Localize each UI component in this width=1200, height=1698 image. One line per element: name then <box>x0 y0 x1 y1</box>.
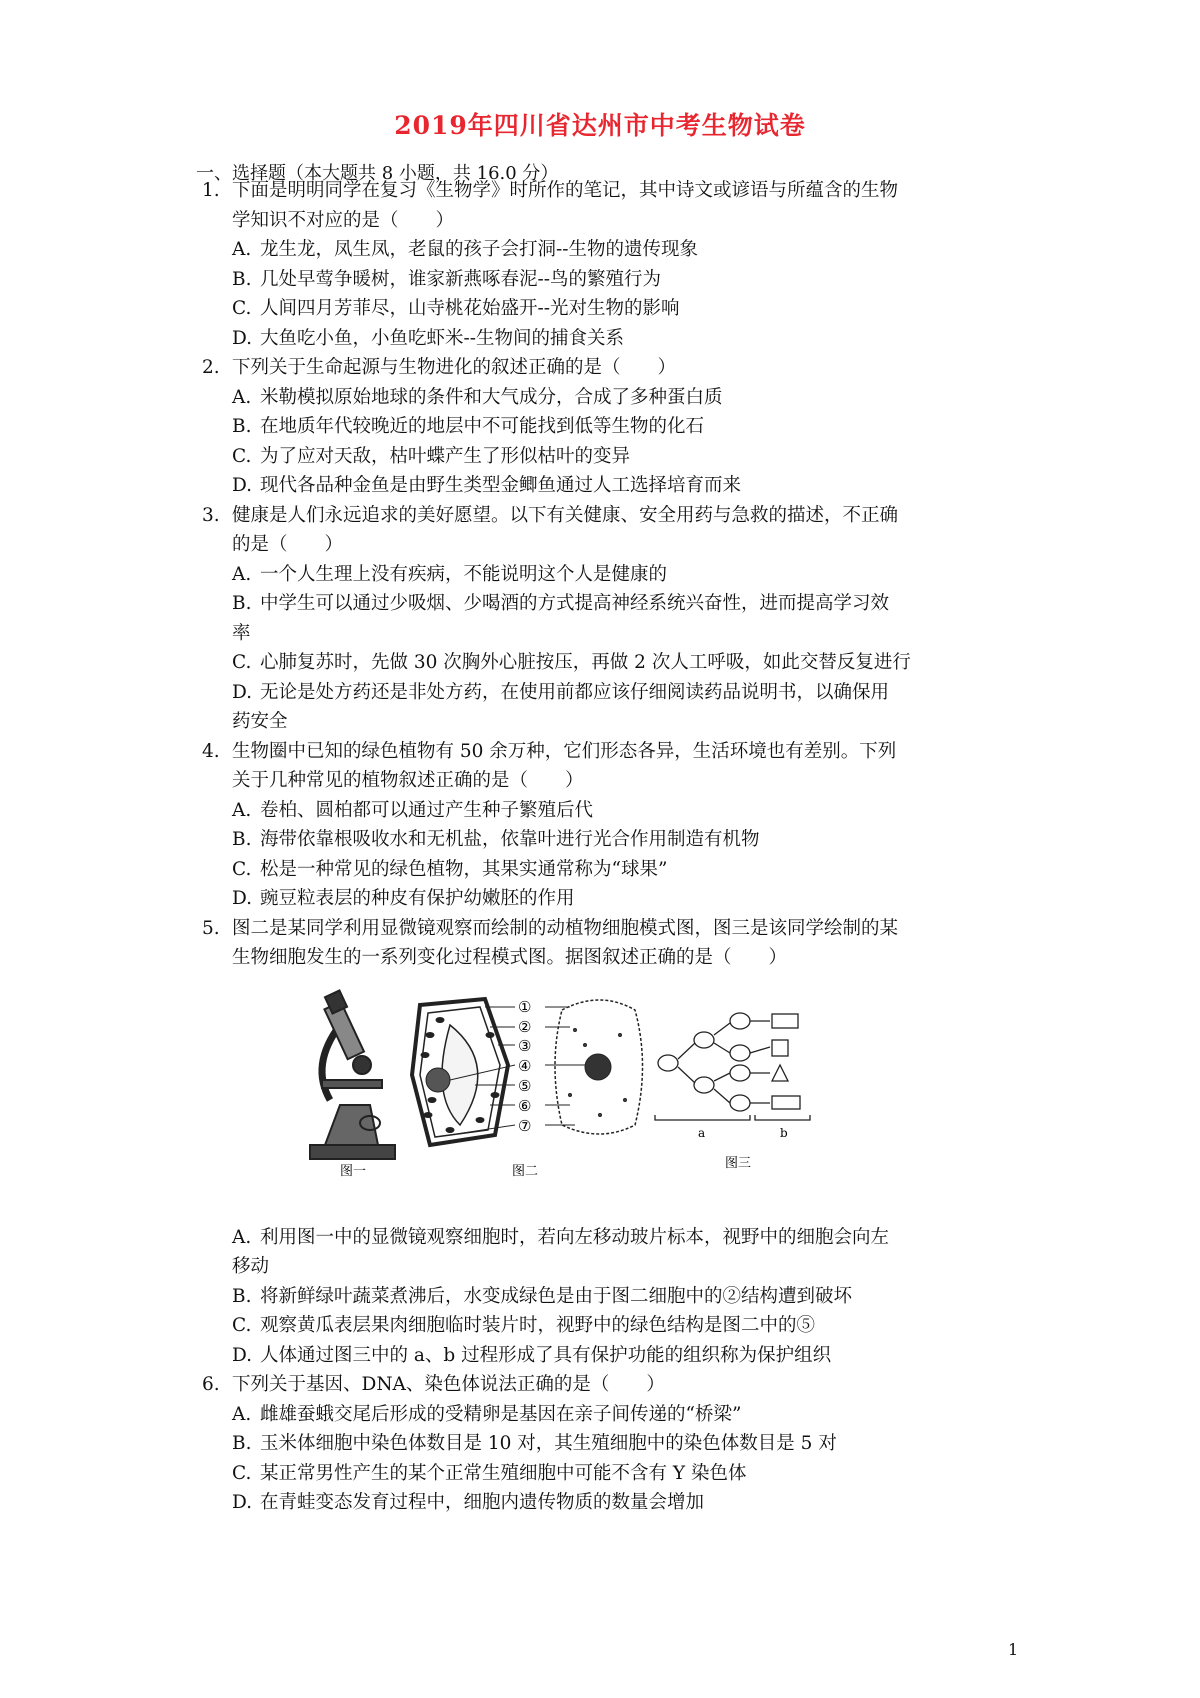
answer-option[interactable] <box>232 412 704 442</box>
option-text: 松是一种常见的绿色植物，其果实通常称为“球果” <box>260 858 668 880</box>
option-letter: B. <box>232 1285 252 1307</box>
structure-number: ④ <box>518 1057 532 1075</box>
cell-process-diagram <box>655 1013 810 1120</box>
structure-number: ⑦ <box>518 1117 532 1135</box>
option-text: 米勒模拟原始地球的条件和大气成分，合成了多种蛋白质 <box>260 386 723 408</box>
option-text-continued: 率 <box>232 622 251 644</box>
answer-option[interactable] <box>232 471 741 501</box>
option-letter: C. <box>232 1462 252 1484</box>
answer-option[interactable] <box>232 1429 837 1459</box>
structure-number: ⑤ <box>518 1077 532 1095</box>
answer-option[interactable] <box>232 294 680 324</box>
figure-label-1: 图一 <box>340 1164 367 1179</box>
page-number: 1 <box>1008 1640 1019 1659</box>
question-stem: 图二是某同学利用显微镜观察而绘制的动植物细胞模式图，图三是该同学绘制的某 <box>232 917 899 939</box>
option-text: 豌豆粒表层的种皮有保护幼嫩胚的作用 <box>260 888 575 909</box>
answer-option[interactable] <box>232 855 667 885</box>
structure-number: ② <box>518 1018 532 1036</box>
answer-option[interactable] <box>232 442 630 472</box>
option-letter: D. <box>232 681 253 703</box>
option-text: 现代各品种金鱼是由野生类型金鲫鱼通过人工选择培育而来 <box>260 475 742 496</box>
structure-numbers <box>518 998 531 1135</box>
option-letter: D. <box>232 1344 253 1366</box>
option-text: 利用图一中的显微镜观察细胞时，若向左移动玻片标本，视野中的细胞会向左 <box>260 1226 890 1248</box>
option-text: 大鱼吃小鱼，小鱼吃虾米--生物间的捕食关系 <box>260 327 625 349</box>
question-stem: 的是（ ） <box>232 534 344 555</box>
question-stem: 下列关于生命起源与生物进化的叙述正确的是（ ） <box>232 357 677 378</box>
structure-number: ⑥ <box>518 1097 532 1115</box>
option-letter: A. <box>232 1226 252 1248</box>
answer-option[interactable] <box>232 1400 741 1430</box>
option-letter: D. <box>232 475 253 496</box>
option-text: 人体通过图三中的 a、b 过程形成了具有保护功能的组织称为保护组织 <box>260 1344 832 1366</box>
question-stem: 下列关于基因、DNA、染色体说法正确的是（ ） <box>232 1374 665 1395</box>
option-letter: C. <box>232 445 252 467</box>
option-letter: A. <box>232 1403 252 1425</box>
option-text: 一个人生理上没有疾病，不能说明这个人是健康的 <box>260 563 668 585</box>
question-stem: 生物圈中已知的绿色植物有 50 余万种，它们形态各异，生活环境也有差别。下列 <box>232 740 897 762</box>
question-stem: 学知识不对应的是（ ） <box>232 209 455 231</box>
option-letter: B. <box>232 593 252 614</box>
answer-option[interactable] <box>232 1459 746 1489</box>
animal-cell <box>555 1000 643 1134</box>
answer-option[interactable] <box>232 1282 852 1312</box>
answer-option[interactable] <box>232 796 593 826</box>
figure-label-2: 图二 <box>512 1164 539 1179</box>
option-text: 玉米体细胞中染色体数目是 10 对，其生殖细胞中的染色体数目是 5 对 <box>260 1433 837 1454</box>
option-letter: D. <box>232 1492 253 1513</box>
option-letter: A. <box>232 563 252 585</box>
option-text-continued: 药安全 <box>232 711 288 732</box>
option-letter: B. <box>232 416 252 437</box>
option-letter: C. <box>232 858 252 880</box>
answer-option[interactable] <box>232 1341 831 1371</box>
question-number: 1. <box>202 180 220 201</box>
answer-option[interactable] <box>232 884 575 914</box>
question-number: 6. <box>202 1374 220 1395</box>
option-text: 某正常男性产生的某个正常生殖细胞中可能不含有 Y 染色体 <box>260 1462 747 1484</box>
section-heading: 一、选择题（本大题共 8 小题，共 16.0 分） <box>196 163 559 184</box>
option-letter: C. <box>232 652 252 673</box>
option-text: 中学生可以通过少吸烟、少喝酒的方式提高神经系统兴奋性，进而提高学习效 <box>260 593 890 614</box>
microscope-cell-figure <box>300 985 870 1180</box>
question-number: 5. <box>202 917 220 939</box>
structure-number: ③ <box>518 1037 532 1055</box>
structure-number: ① <box>518 998 532 1016</box>
option-letter: A. <box>232 799 252 821</box>
answer-option[interactable] <box>232 1223 889 1253</box>
option-letter: A. <box>232 239 252 260</box>
option-text: 为了应对天敌，枯叶蝶产生了形似枯叶的变异 <box>260 445 631 467</box>
answer-option[interactable] <box>232 589 889 619</box>
answer-option[interactable] <box>232 560 667 590</box>
question-number: 3. <box>202 504 220 526</box>
option-text: 在地质年代较晚近的地层中不可能找到低等生物的化石 <box>260 416 705 437</box>
option-text: 几处早莺争暖树，谁家新燕啄春泥--鸟的繁殖行为 <box>260 268 662 290</box>
option-letter: D. <box>232 327 253 349</box>
answer-option[interactable] <box>232 324 624 354</box>
question-stem: 健康是人们永远追求的美好愿望。以下有关健康、安全用药与急救的描述，不正确 <box>232 504 899 526</box>
option-letter: B. <box>232 1433 252 1454</box>
answer-option[interactable] <box>232 825 760 855</box>
figure-label-3: 图三 <box>725 1156 752 1171</box>
option-text: 在青蛙变态发育过程中，细胞内遗传物质的数量会增加 <box>260 1492 705 1513</box>
option-text: 观察黄瓜表层果肉细胞临时装片时，视野中的绿色结构是图二中的⑤ <box>260 1315 816 1336</box>
option-letter: C. <box>232 1315 252 1336</box>
option-text: 心肺复苏时，先做 30 次胸外心脏按压，再做 2 次人工呼吸，如此交替反复进行 <box>260 652 911 673</box>
option-text: 人间四月芳菲尽，山寺桃花始盛开--光对生物的影响 <box>260 298 680 319</box>
option-text: 将新鲜绿叶蔬菜煮沸后，水变成绿色是由于图二细胞中的②结构遭到破坏 <box>260 1285 853 1307</box>
answer-option[interactable] <box>232 648 911 678</box>
question-number: 4. <box>202 740 220 762</box>
question-stem: 下面是明明同学在复习《生物学》时所作的笔记，其中诗文或谚语与所蕴含的生物 <box>232 180 899 201</box>
answer-option[interactable] <box>232 235 698 265</box>
option-text: 雌雄蚕蛾交尾后形成的受精卵是基因在亲子间传递的“桥梁” <box>260 1403 742 1425</box>
stage-label-a: a <box>698 1126 706 1140</box>
option-letter: C. <box>232 298 252 319</box>
option-text: 无论是处方药还是非处方药，在使用前都应该仔细阅读药品说明书，以确保用 <box>260 681 890 703</box>
option-text-continued: 移动 <box>232 1256 270 1277</box>
answer-option[interactable] <box>232 1311 815 1341</box>
stage-label-b: b <box>780 1126 788 1140</box>
option-text: 龙生龙，凤生凤，老鼠的孩子会打洞--生物的遗传现象 <box>260 239 699 260</box>
option-text: 海带依靠根吸收水和无机盐，依靠叶进行光合作用制造有机物 <box>260 829 760 850</box>
question-number: 2. <box>202 357 220 378</box>
page-title: 2019年四川省达州市中考生物试卷 <box>394 111 806 140</box>
question-stem: 生物细胞发生的一系列变化过程模式图。据图叙述正确的是（ ） <box>232 947 788 968</box>
option-letter: B. <box>232 829 252 850</box>
answer-option[interactable] <box>232 678 889 708</box>
answer-option[interactable] <box>232 265 661 295</box>
option-letter: A. <box>232 386 252 408</box>
plant-cell <box>412 999 508 1145</box>
question-stem: 关于几种常见的植物叙述正确的是（ ） <box>232 770 584 791</box>
answer-option[interactable] <box>232 1488 704 1518</box>
answer-option[interactable] <box>232 383 723 413</box>
option-letter: D. <box>232 888 253 909</box>
option-text: 卷柏、圆柏都可以通过产生种子繁殖后代 <box>260 799 594 821</box>
microscope-icon <box>310 990 395 1159</box>
option-letter: B. <box>232 268 252 290</box>
